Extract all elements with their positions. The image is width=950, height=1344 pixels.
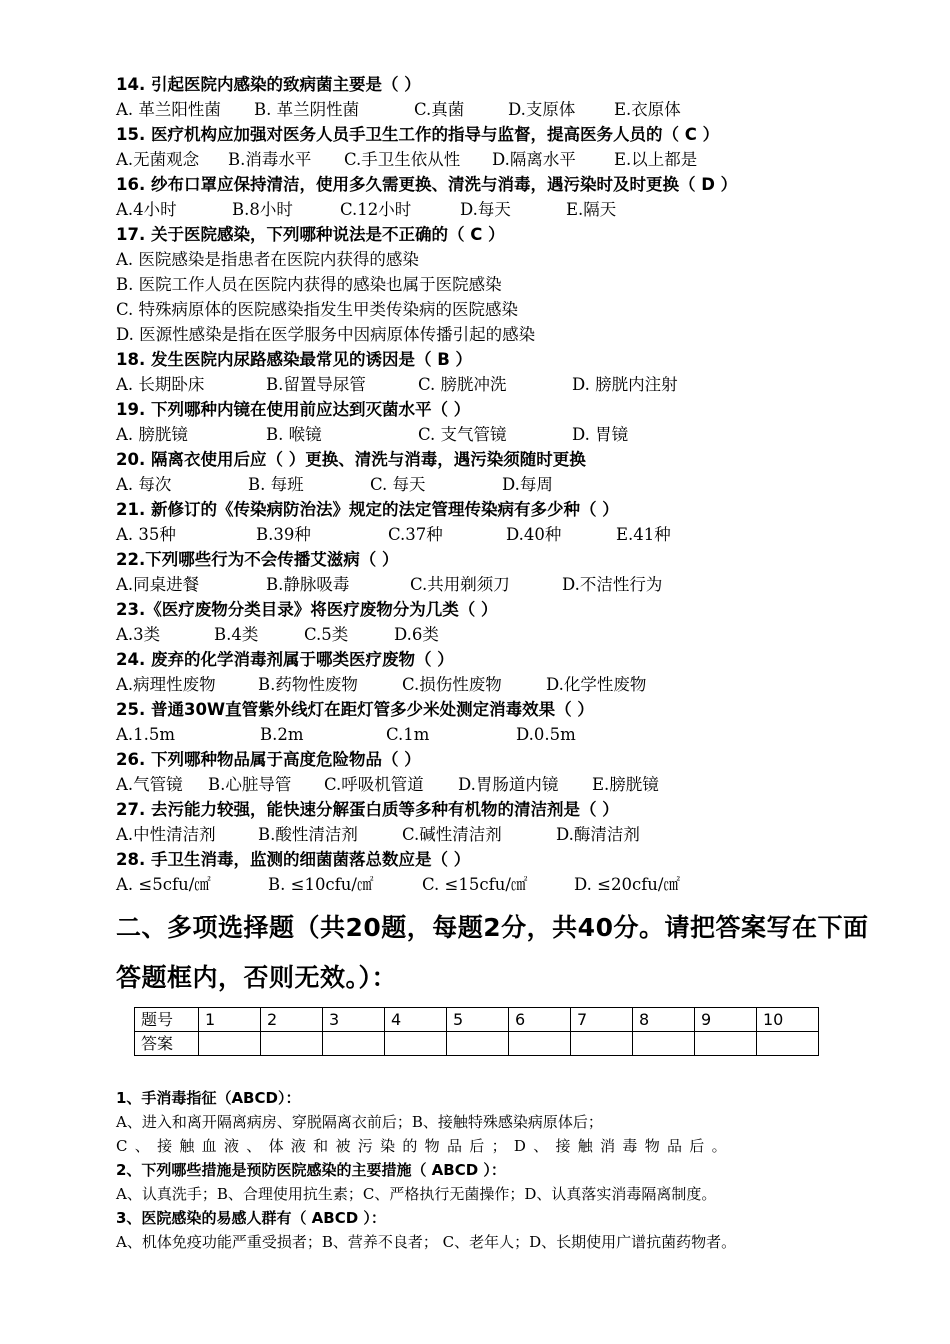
option: B.消毒水平: [228, 150, 312, 169]
option: B.静脉吸毒: [266, 575, 350, 594]
option: D. 膀胱内注射: [572, 375, 678, 394]
options-27: [116, 822, 836, 847]
option: D. ≤20cfu/㎠: [574, 875, 680, 894]
option: B.39种: [256, 525, 311, 544]
answer-cell[interactable]: [447, 1032, 509, 1056]
option: D.酶清洁剂: [556, 825, 640, 844]
option: A. 长期卧床: [116, 375, 205, 394]
option: C. 支气管镜: [418, 425, 507, 444]
option-line: A. 医院感染是指患者在医院内获得的感染: [116, 250, 419, 269]
question-23: 23.《医疗废物分类目录》将医疗废物分为几类（ ）: [116, 600, 498, 619]
option-line: B. 医院工作人员在医院内获得的感染也属于医院感染: [116, 275, 502, 294]
option: C.损伤性废物: [402, 675, 502, 694]
option: B.心脏导管: [208, 775, 292, 794]
answer-grid-number: 10: [757, 1008, 819, 1032]
option: E.以上都是: [614, 150, 698, 169]
option: A.气管镜: [116, 775, 183, 794]
option: D.40种: [506, 525, 562, 544]
option-line: A、认真洗手；B、合理使用抗生素；C、严格执行无菌操作；D、认真落实消毒隔离制度。: [116, 1185, 717, 1203]
options-14: [116, 97, 836, 122]
option-line: C、接触血液、体液和被污染的物品后；D、接触消毒物品后。: [116, 1137, 734, 1155]
option-line: C. 特殊病原体的医院感染指发生甲类传染病的医院感染: [116, 300, 519, 319]
question-28: 28. 手卫生消毒，监测的细菌菌落总数应是（ ）: [116, 850, 471, 869]
answer-grid-number: 8: [633, 1008, 695, 1032]
option: B. ≤10cfu/㎠: [268, 875, 374, 894]
option: C.37种: [388, 525, 443, 544]
multi-question-1: 1、手消毒指征（ABCD）：: [116, 1089, 301, 1107]
option: C. ≤15cfu/㎠: [422, 875, 528, 894]
answer-cell[interactable]: [695, 1032, 757, 1056]
exam-page: [116, 72, 869, 1254]
answer-cell[interactable]: [509, 1032, 571, 1056]
option: A.病理性废物: [116, 675, 216, 694]
option: A.中性清洁剂: [116, 825, 216, 844]
question-26: 26. 下列哪种物品属于高度危险物品（ ）: [116, 750, 421, 769]
answer-grid-number: 4: [385, 1008, 447, 1032]
options-19: [116, 422, 836, 447]
answer-cell[interactable]: [199, 1032, 261, 1056]
option: A.无菌观念: [116, 150, 200, 169]
answer-grid-number: 1: [199, 1008, 261, 1032]
option-line: A、机体免疫功能严重受损者；B、营养不良者； C、老年人；D、长期使用广谱抗菌药物者。: [116, 1233, 737, 1251]
answer-cell[interactable]: [385, 1032, 447, 1056]
answer-grid-label-answer: 答案: [135, 1032, 199, 1056]
option: B.酸性清洁剂: [258, 825, 358, 844]
answer-grid-number: 6: [509, 1008, 571, 1032]
option: B.4类: [214, 625, 259, 644]
option: D.6类: [394, 625, 439, 644]
option: B.药物性废物: [258, 675, 358, 694]
options-15: [116, 147, 836, 172]
multi-question-3: 3、医院感染的易感人群有（ ABCD ）：: [116, 1209, 386, 1227]
option: D.每天: [460, 200, 511, 219]
multi-question-2: 2、下列哪些措施是预防医院感染的主要措施（ ABCD ）：: [116, 1161, 506, 1179]
answer-grid-answer-row: [135, 1032, 819, 1056]
option: C.呼吸机管道: [324, 775, 424, 794]
options-21: [116, 522, 836, 547]
options-22: [116, 572, 836, 597]
question-24: 24. 废弃的化学消毒剂属于哪类医疗废物（ ）: [116, 650, 454, 669]
option-line: A、进入和离开隔离病房、穿脱隔离衣前后；B、接触特殊感染病原体后；: [116, 1113, 603, 1131]
option: D.支原体: [508, 100, 576, 119]
answer-cell[interactable]: [633, 1032, 695, 1056]
question-20: 20. 隔离衣使用后应（ ）更换、清洗与消毒，遇污染须随时更换: [116, 450, 586, 469]
option: A. ≤5cfu/㎠: [116, 875, 211, 894]
option: A. 膀胱镜: [116, 425, 188, 444]
answer-cell[interactable]: [571, 1032, 633, 1056]
answer-grid-label-number: 题号: [135, 1008, 199, 1032]
option: A.同桌进餐: [116, 575, 200, 594]
option: C.1m: [386, 725, 430, 744]
option: A.1.5m: [116, 725, 176, 744]
option: A. 每次: [116, 475, 172, 494]
options-16: [116, 197, 836, 222]
options-18: [116, 372, 836, 397]
option: C.碱性清洁剂: [402, 825, 502, 844]
answer-grid-number: 2: [261, 1008, 323, 1032]
option: D.每周: [502, 475, 553, 494]
options-24: [116, 672, 836, 697]
options-28: [116, 872, 836, 897]
option: B. 每班: [248, 475, 304, 494]
option: C.共用剃须刀: [410, 575, 510, 594]
option: A. 革兰阳性菌: [116, 100, 221, 119]
option: E.隔天: [566, 200, 617, 219]
option: A.3类: [116, 625, 161, 644]
option: B.留置导尿管: [266, 375, 366, 394]
option: C.手卫生依从性: [344, 150, 461, 169]
question-18: 18. 发生医院内尿路感染最常见的诱因是（ B ）: [116, 350, 473, 369]
option: D.0.5m: [516, 725, 576, 744]
question-25: 25. 普通30W直管紫外线灯在距灯管多少米处测定消毒效果（ ）: [116, 700, 594, 719]
question-17: 17. 关于医院感染，下列哪种说法是不正确的（ C ）: [116, 225, 505, 244]
option: E.41种: [616, 525, 671, 544]
option-line: D. 医源性感染是指在医学服务中因病原体传播引起的感染: [116, 325, 536, 344]
option: D. 胃镜: [572, 425, 629, 444]
option: D.胃肠道内镜: [458, 775, 559, 794]
option: C.真菌: [414, 100, 465, 119]
section-2-title: 二、多项选择题（共20题，每题2分，共40分。请把答案写在下面: [116, 913, 869, 942]
option: B.2m: [260, 725, 304, 744]
answer-grid: [134, 1007, 819, 1056]
option: C. 每天: [370, 475, 426, 494]
option: A.4小时: [116, 200, 177, 219]
option: B. 喉镜: [266, 425, 322, 444]
question-14: 14. 引起医院内感染的致病菌主要是（ ）: [116, 75, 421, 94]
answer-grid-header-row: [135, 1008, 819, 1032]
options-23: [116, 622, 836, 647]
question-27: 27. 去污能力较强，能快速分解蛋白质等多种有机物的清洁剂是（ ）: [116, 800, 619, 819]
option: E.衣原体: [614, 100, 681, 119]
answer-grid-number: 7: [571, 1008, 633, 1032]
question-21: 21. 新修订的《传染病防治法》规定的法定管理传染病有多少种（ ）: [116, 500, 619, 519]
option: D.不洁性行为: [562, 575, 663, 594]
question-19: 19. 下列哪种内镜在使用前应达到灭菌水平（ ）: [116, 400, 471, 419]
question-15: 15. 医疗机构应加强对医务人员手卫生工作的指导与监督，提高医务人员的（ C ）: [116, 125, 720, 144]
question-22: 22.下列哪些行为不会传播艾滋病（ ）: [116, 550, 399, 569]
option: D.化学性废物: [546, 675, 647, 694]
option: B. 革兰阴性菌: [254, 100, 360, 119]
option: E.膀胱镜: [592, 775, 659, 794]
option: D.隔离水平: [492, 150, 576, 169]
option: C. 膀胱冲洗: [418, 375, 507, 394]
answer-cell[interactable]: [757, 1032, 819, 1056]
section-2-title-cont: 答题框内，否则无效。）：: [116, 963, 398, 992]
option: A. 35种: [116, 525, 176, 544]
answer-grid-number: 5: [447, 1008, 509, 1032]
question-16: 16. 纱布口罩应保持清洁，使用多久需更换、清洗与消毒，遇污染时及时更换（ D ）: [116, 175, 738, 194]
answer-cell[interactable]: [261, 1032, 323, 1056]
options-20: [116, 472, 836, 497]
answer-cell[interactable]: [323, 1032, 385, 1056]
option: B.8小时: [232, 200, 293, 219]
options-26: [116, 772, 836, 797]
options-25: [116, 722, 836, 747]
answer-grid-number: 3: [323, 1008, 385, 1032]
answer-grid-number: 9: [695, 1008, 757, 1032]
option: C.5类: [304, 625, 349, 644]
option: C.12小时: [340, 200, 412, 219]
